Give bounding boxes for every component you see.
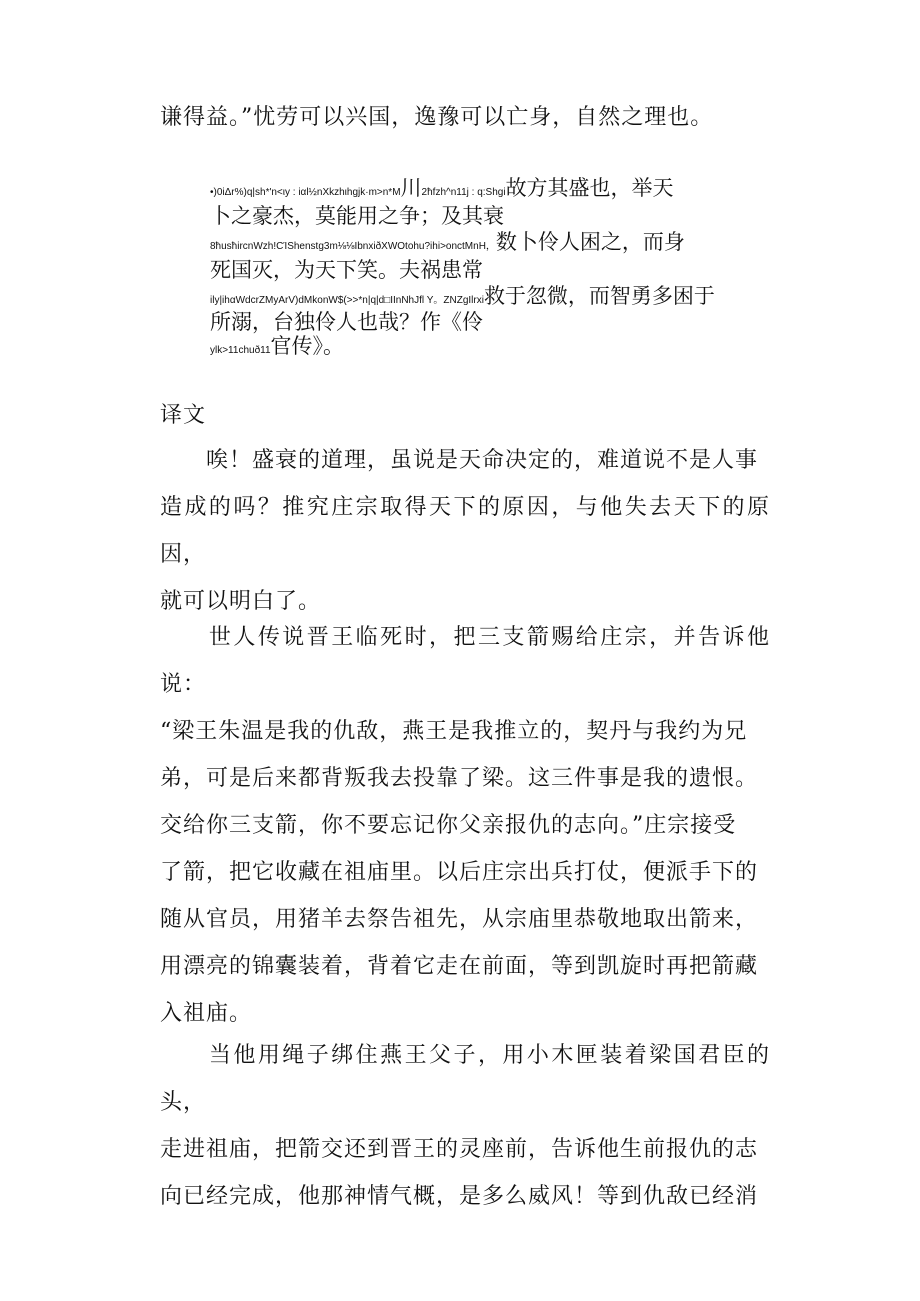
text-line: 走进祖庙，把箭交还到晋王的灵座前，告诉他生前报仇的志 (160, 1137, 759, 1162)
garbled-text: ily|ihαWdcrZMyArV)dMkonW$(>>*n|q|d□IInNhJfl Y。ZNZgIlrxi (210, 295, 484, 306)
text-line: 谦得益。”忧劳可以兴国，逸豫可以亡身，自然之理也。 (160, 105, 714, 130)
text-line: 世人传说晋王临死时，把三支箭赐给庄宗，并告诉他说： (160, 625, 770, 697)
text-line: 交给你三支箭，你不要忘记你父亲报仇的志向。”庄宗接受 (160, 813, 737, 838)
text-line: 唉！盛衰的道理，虽说是天命决定的，难道说不是人事 (160, 448, 759, 473)
garbled-text: 2ħfzh^n11j : q:Shgi (421, 187, 506, 198)
text-fragment: 所溺，台独伶人也哉？作《伶 (210, 310, 483, 334)
text-line: 入祖庙。 (160, 1001, 253, 1026)
text-fragment: 死国灭，为天下笑。夫祸患常 (210, 258, 483, 282)
text-line: 弟，可是后来都背叛我去投靠了梁。这三件事是我的遗恨。 (160, 766, 759, 791)
text-line: “梁王朱温是我的仇敌，燕王是我推立的，契丹与我约为兄 (160, 719, 748, 744)
text-line: 向已经完成，他那神情气概，是多么威风！等到仇敌已经消 (160, 1184, 759, 1209)
text-line: 用漂亮的锦囊装着，背着它走在前面，等到凯旋时再把箭藏 (160, 954, 759, 979)
garbled-line (210, 226, 685, 256)
text-fragment: 卜之豪杰，莫能用之争；及其衰 (210, 204, 504, 228)
garbled-text: 8ħusħircnWzh!CΊShenstg3m⅛⅛IbnxiðXWOtohu?ihi>onctMnH， (210, 241, 496, 252)
paragraph (160, 437, 770, 625)
text-fragment: 故方其盛也，举天 (505, 176, 674, 200)
garbled-text: ylk>11chuð11 (210, 345, 271, 356)
paragraph (160, 1032, 770, 1220)
text-fragment: 川 (400, 176, 422, 200)
garbled-line (210, 330, 344, 360)
text-line: 当他用绳子绑住燕王父子，用小木匣装着梁国君臣的头， (160, 1043, 770, 1115)
paragraph (160, 614, 770, 1037)
text-line: 了箭，把它收藏在祖庙里。以后庄宗出兵打仗，便派手下的 (160, 860, 759, 885)
garbled-line (210, 172, 674, 202)
section-heading: 译文 (160, 403, 207, 428)
text-line: 造成的吗？推究庄宗取得天下的原因，与他失去天下的原因， (160, 495, 770, 567)
text-fragment: 官传》。 (270, 334, 345, 358)
text-line: 随从官员，用猪羊去祭告祖先，从宗庙里恭敬地取出箭来， (160, 907, 759, 932)
garbled-text: •)0iΔr%)q|sh*'n<ιy : iαl½nXkzhιhgjk·m>n*M (210, 187, 401, 198)
text-fragment: 救于忽微，而智勇多困于 (483, 284, 715, 308)
text-line: 就可以明白了。 (160, 589, 322, 614)
text-fragment: 数卜伶人困之，而身 (495, 230, 685, 254)
